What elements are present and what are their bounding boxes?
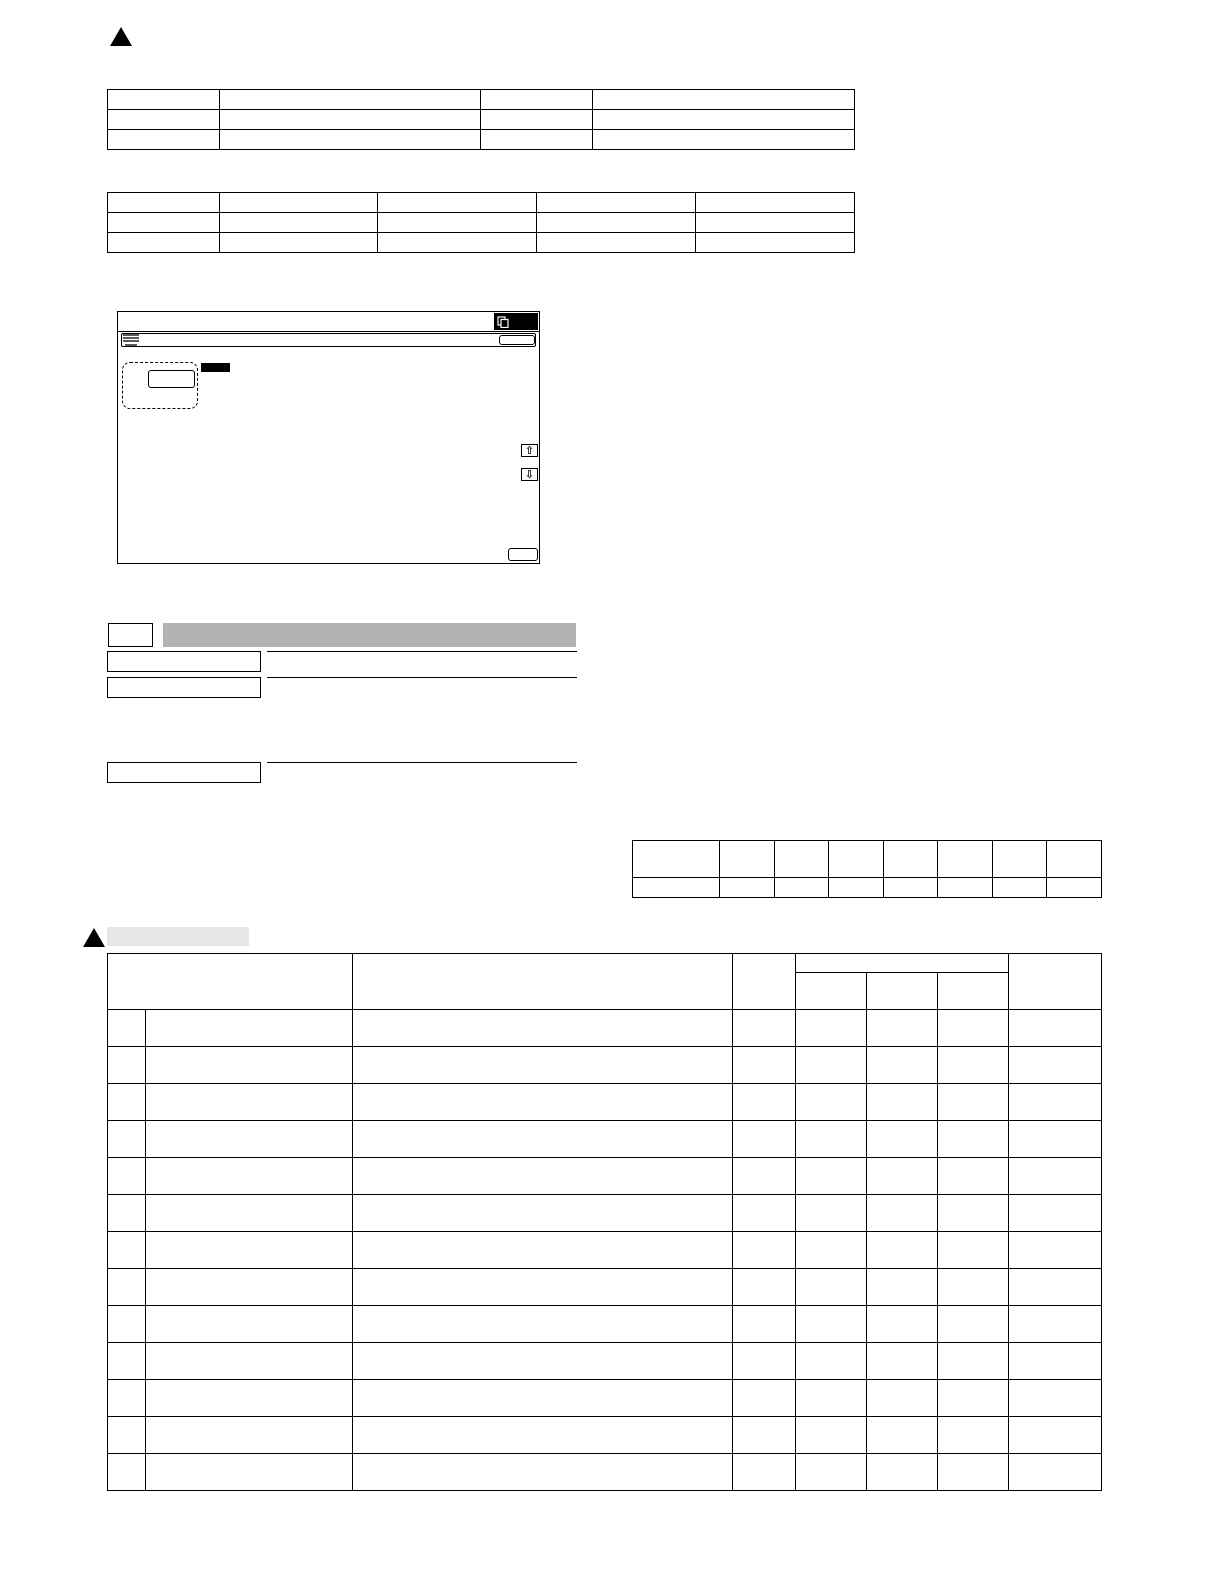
table-header-row xyxy=(108,954,1102,973)
screen-panel xyxy=(117,311,540,564)
table-row xyxy=(633,841,1102,878)
item-label-box xyxy=(107,651,261,672)
table-row xyxy=(108,1306,1102,1343)
item-label-box xyxy=(107,677,261,698)
subheading-bar xyxy=(107,927,249,946)
table-row xyxy=(108,233,855,253)
table-row xyxy=(108,90,855,110)
menu-icon[interactable] xyxy=(122,332,140,348)
spec-table-3 xyxy=(632,840,1102,898)
spec-table-1 xyxy=(107,89,855,150)
mode-indicator xyxy=(494,313,538,330)
table-row xyxy=(633,878,1102,898)
arrow-down-icon: ⇩ xyxy=(524,468,535,481)
table-row xyxy=(108,213,855,233)
table-row xyxy=(108,1232,1102,1269)
option-button[interactable] xyxy=(148,370,195,388)
table-row xyxy=(108,1047,1102,1084)
table-row xyxy=(108,1010,1102,1047)
header-button[interactable] xyxy=(499,335,535,345)
table-row xyxy=(108,110,855,130)
ok-button[interactable] xyxy=(508,548,538,561)
parts-table xyxy=(107,953,1102,1491)
table-row xyxy=(108,1158,1102,1195)
table-row xyxy=(108,193,855,213)
menu-bar xyxy=(121,333,536,347)
divider xyxy=(267,677,577,678)
spec-table-2 xyxy=(107,192,855,253)
section-title-bar xyxy=(163,623,576,647)
table-row xyxy=(108,1343,1102,1380)
table-row xyxy=(108,1380,1102,1417)
table-row xyxy=(108,1084,1102,1121)
table-row xyxy=(108,1417,1102,1454)
scroll-up-button[interactable] xyxy=(521,444,538,457)
divider xyxy=(267,651,577,652)
scroll-down-button[interactable] xyxy=(521,468,538,481)
table-row xyxy=(108,1269,1102,1306)
item-label-box xyxy=(107,762,261,783)
highlight-label xyxy=(201,363,230,372)
copy-icon xyxy=(497,316,509,328)
table-row xyxy=(108,130,855,150)
table-row xyxy=(108,1454,1102,1491)
table-row xyxy=(108,1121,1102,1158)
warning-triangle-icon xyxy=(110,27,132,46)
arrow-up-icon: ⇧ xyxy=(524,444,535,457)
section-number-box xyxy=(108,623,153,647)
divider xyxy=(267,762,577,763)
warning-triangle-icon xyxy=(83,928,105,947)
table-row xyxy=(108,1195,1102,1232)
